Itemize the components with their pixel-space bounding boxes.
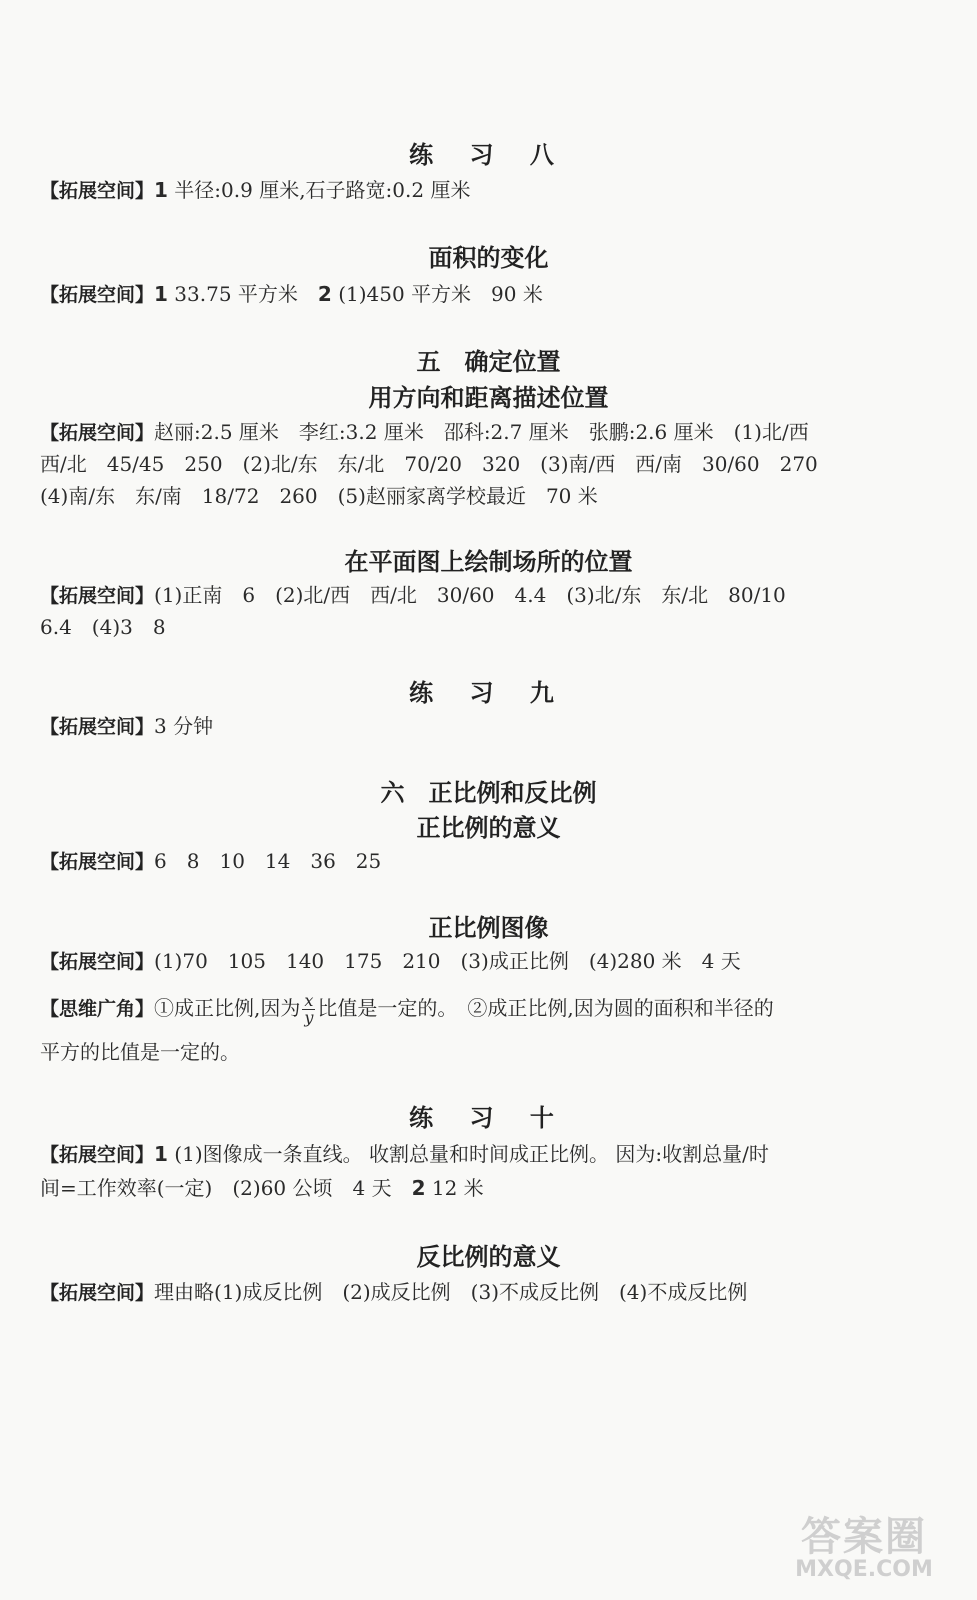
question-number: 1 — [154, 178, 168, 202]
answer-line: 西/北 45/45 250 (2)北/东 东/北 70/20 320 (3)南/西 西/南 30/60 270 — [40, 452, 818, 476]
extend-tag: 【拓展空间】 — [40, 1144, 155, 1166]
watermark-title: 答案圈 — [801, 1514, 927, 1560]
watermark-logo — [779, 1516, 949, 1586]
answer-text: 3 分钟 — [154, 714, 214, 738]
answer-text: 33.75 平方米 — [167, 282, 318, 306]
extend-tag: 【拓展空间】 — [40, 422, 155, 444]
answer-line — [40, 1173, 957, 1203]
answer-text: 赵丽:2.5 厘米 李红:3.2 厘米 邵科:2.7 厘米 张鹏:2.6 厘米 (1)北/西 — [154, 420, 809, 444]
answer-line — [40, 580, 957, 611]
extend-tag: 【拓展空间】 — [40, 1282, 155, 1304]
section-heading-practice-9: 练 习 九 — [409, 679, 568, 707]
unit-heading-position: 五 确定位置 — [416, 348, 561, 376]
answer-text: 理由略(1)成反比例 (2)成反比例 (3)不成反比例 (4)不成反比例 — [154, 1280, 748, 1304]
fraction-denominator: y — [304, 1008, 314, 1027]
section-heading-direct-proportion: 正比例的意义 — [416, 814, 561, 842]
question-number: 2 — [411, 1176, 426, 1200]
answer-line — [40, 175, 957, 206]
section-heading-direction-distance: 用方向和距离描述位置 — [368, 384, 609, 412]
fraction-numerator: x — [302, 993, 315, 1010]
question-number: 2 — [317, 282, 332, 306]
section-heading-practice-8: 练 习 八 — [409, 141, 568, 169]
answer-text: ①成正比例,因为 — [154, 996, 301, 1020]
extend-tag: 【拓展空间】 — [40, 284, 155, 306]
answer-line — [40, 711, 957, 742]
answer-line — [40, 946, 957, 977]
answer-line: 6.4 (4)3 8 — [40, 615, 166, 639]
answer-text: (1)正南 6 (2)北/西 西/北 30/60 4.4 (3)北/东 东/北 80/10 — [154, 583, 786, 607]
answer-text: 半径:0.9 厘米,石子路宽:0.2 厘米 — [167, 178, 471, 202]
extend-tag: 【拓展空间】 — [40, 180, 155, 202]
answer-text: 6 8 10 14 36 25 — [154, 849, 382, 873]
answer-text: (1)70 105 140 175 210 (3)成正比例 (4)280 米 4 天 — [154, 949, 741, 973]
question-number: 1 — [154, 282, 168, 306]
think-tag: 【思维广角】 — [40, 998, 155, 1020]
section-heading-plan-drawing: 在平面图上绘制场所的位置 — [344, 548, 633, 576]
answer-line — [40, 417, 957, 448]
answer-line — [40, 1139, 957, 1170]
extend-tag: 【拓展空间】 — [40, 951, 155, 973]
section-heading-area-change: 面积的变化 — [428, 244, 549, 272]
answer-text: 12 米 — [425, 1176, 484, 1200]
extend-tag: 【拓展空间】 — [40, 851, 155, 873]
section-heading-inverse-proportion: 反比例的意义 — [416, 1243, 561, 1271]
watermark-url: MXQE.COM — [795, 1557, 933, 1582]
think-line — [40, 988, 957, 1029]
question-number: 1 — [154, 1142, 168, 1166]
extend-tag: 【拓展空间】 — [40, 716, 155, 738]
answer-line — [40, 1277, 957, 1308]
fraction-x-over-y — [302, 993, 315, 1026]
answer-line: (4)南/东 东/南 18/72 260 (5)赵丽家离学校最近 70 米 — [40, 484, 598, 508]
answer-text: 间=工作效率(一定) (2)60 公顷 4 天 — [40, 1176, 412, 1200]
section-heading-practice-10: 练 习 十 — [409, 1104, 568, 1132]
answer-line — [40, 279, 957, 310]
answer-text: 比值是一定的。 ②成正比例,因为圆的面积和半径的 — [317, 996, 774, 1020]
answer-text: (1)图像成一条直线。 收割总量和时间成正比例。 因为:收割总量/时 — [167, 1142, 769, 1166]
section-heading-proportion-graph: 正比例图像 — [428, 914, 549, 942]
answer-text: (1)450 平方米 90 米 — [331, 282, 543, 306]
answer-line — [40, 846, 957, 877]
answer-line: 平方的比值是一定的。 — [40, 1040, 240, 1064]
extend-tag: 【拓展空间】 — [40, 585, 155, 607]
unit-heading-proportion: 六 正比例和反比例 — [380, 779, 597, 807]
